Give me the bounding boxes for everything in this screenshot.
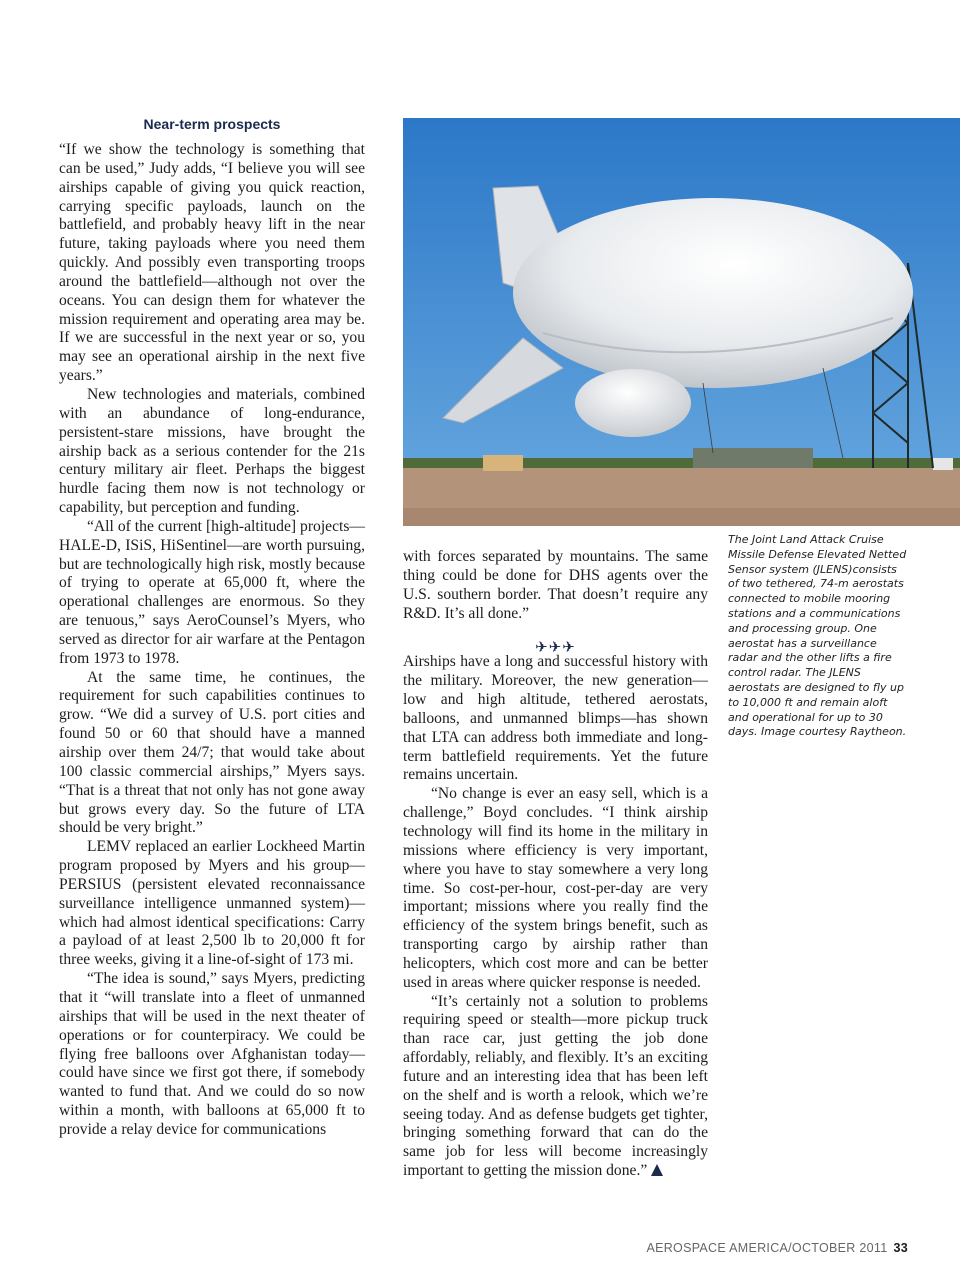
end-triangle-icon [651, 1164, 663, 1176]
paragraph: “No change is ever an easy sell, which is a challenge,” Boyd concludes. “I think airship technology will find its home in the military in missions where efficiency is very important, where you have to stay somewhere a very long time. So cost-per-hour, cost-per-day are very important; missions where you really find the efficiency of the system brings benefit, such as transporting cargo by airship rather than helicopters, which cost more and can be better used in areas where quicker response is needed. [403, 785, 708, 991]
section-heading: Near-term prospects [143, 116, 281, 132]
page-number: 33 [893, 1241, 908, 1255]
photo-caption: The Joint Land Attack Cruise Missile Defense Elevated Netted Sensor system (JLENS)consists of two tethered, 74-m aerostats connected to mobile mooring stations and a communications and processing group. One aerostat has a surveillance radar and the other lifts a fire control radar. The JLENS aerostats are designed to fly up to 10,000 ft and remain aloft and operational for up to 30 days. Image courtesy Raytheon. [728, 533, 907, 739]
paragraph: New technologies and materials, combined with an abundance of long-endurance, persistent-stare missions, have brought the airship back as a serious contender for the 21s century military air fleet. Perhaps the biggest hurdle facing them now is not technology or capability, but perception and funding. [59, 385, 365, 517]
section-break-ornament: ✈✈✈ [535, 638, 576, 656]
publication-name: AEROSPACE AMERICA/OCTOBER 2011 [646, 1241, 888, 1255]
page-footer [646, 1241, 908, 1255]
paragraph: “If we show the technology is something that can be used,” Judy adds, “I believe you will see airships capable of giving you quick reaction, carrying specific payloads, launch on the battlefield, and probably heavy lift in the near future, taking payloads where you need them quickly. And possibly even transporting troops around the battlefield—although not over the oceans. You can design them for whatever the mission requirement and operating area may be. If we are successful in the next year or so, you may see an operational airship in the next five years.” [59, 141, 365, 385]
final-paragraph-text: “It’s certainly not a solution to problems requiring speed or stealth—more pickup truck than race car, just getting the job done affordably, reliably, and flexibly. It’s an exciting future and an interesting idea that has been left on the shelf and is worth a relook, which we’re seeing today. And as defense budgets get tighter, bringing something forward that can do the same job for less will become increasingly important to getting the mission done.” [403, 992, 708, 1180]
aerostat-illustration [403, 118, 960, 526]
paragraph: “All of the current [high-altitude] projects—HALE-D, ISiS, HiSentinel—are worth pursuing, but are technologically high risk, mostly because of trying to operate at 65,000 ft, where the operational challenges are enormous. So they are tenuous,” says AeroCounsel’s Myers, who served as director for air warfare at the Pentagon from 1973 to 1978. [59, 517, 365, 667]
left-column [59, 141, 365, 1140]
paragraph: At the same time, he continues, the requirement for such capabilities continues to grow. “We did a survey of U.S. port cities and found 50 or 60 that should have a manned airship over them 24/7; that would take about 100 classic commercial airships,” Myers says. “That is a threat that not only has not gone away but grows every day. So the future of LTA should be very bright.” [59, 668, 365, 837]
paragraph-final [403, 993, 708, 1181]
aerostat-photo [403, 118, 960, 526]
paragraph-continuation: with forces separated by mountains. The same thing could be done for DHS agents over the U.S. southern border. That doesn’t require any R&D. It’s all done.” [403, 548, 708, 622]
paragraph: LEMV replaced an earlier Lockheed Martin program proposed by Myers and his group—PERSIUS (persistent elevated reconnaissance surveillance intelligence unmanned system)—which had almost identical specifications: Carry a payload of at least 2,500 lb to 20,000 ft for three weeks, giving it a line-of-sight of 173 mi. [59, 838, 365, 969]
paragraph: “The idea is sound,” says Myers, predicting that it “will translate into a fleet of unmanned airships that will be used in the next theater of operations or for counterpiracy. We could be flying free balloons over Afghanistan today—could have since we first got there, if somebody wanted to fund that. And we could do so now within a month, with balloons at 65,000 ft to provide a relay device for communications [59, 970, 365, 1138]
paragraph: Airships have a long and successful history with the military. Moreover, the new generation—low and high altitude, tethered aerostats, balloons, and unmanned blimps—has shown that LTA can address both immediate and long-term battlefield requirements. Yet the future remains uncertain. [403, 653, 708, 784]
